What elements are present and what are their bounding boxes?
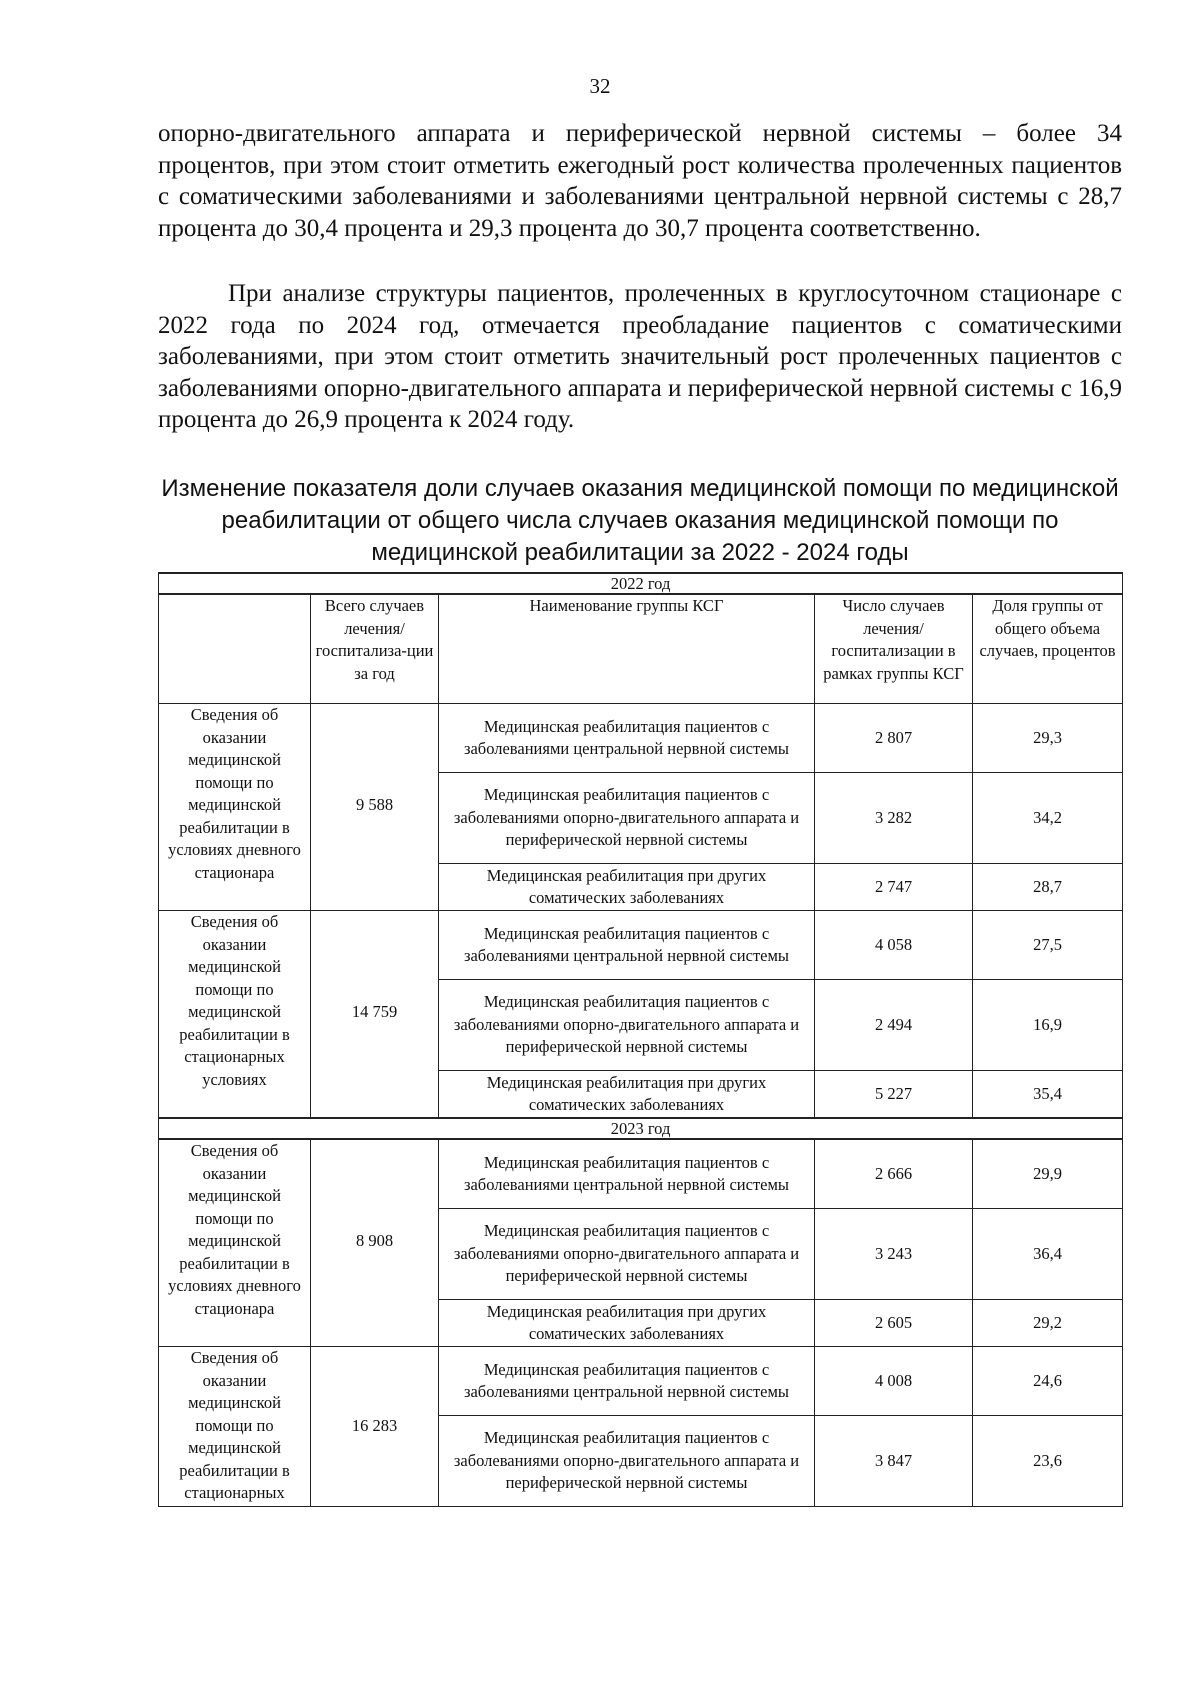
ksg-name: Медицинская реабилитация пациентов с заболеваниями центральной нервной системы <box>439 1347 815 1416</box>
ksg-name: Медицинская реабилитация при других соматических заболеваниях <box>439 864 815 911</box>
share-value: 23,6 <box>973 1416 1123 1507</box>
year-row <box>159 573 1123 594</box>
page-number: 32 <box>589 74 611 98</box>
case-count: 3 243 <box>815 1209 973 1300</box>
ksg-name: Медицинская реабилитация пациентов с заболеваниями опорно-двигательного аппарата и периферической нервной системы <box>439 980 815 1071</box>
table-row <box>159 911 1123 980</box>
table-title: Изменение показателя доли случаев оказания медицинской помощи по медицинской реабилитации от общего числа случаев оказания медицинской помощи по медицинской реабилитации за 2022 - 2024 годы <box>161 475 1119 566</box>
year-label: 2022 год <box>159 573 1123 594</box>
group-label: Сведения об оказании медицинской помощи по медицинской реабилитации в условиях дневного стационара <box>159 704 311 911</box>
year-row <box>159 1118 1123 1139</box>
header-cell-empty <box>159 594 311 704</box>
ksg-name: Медицинская реабилитация пациентов с заболеваниями опорно-двигательного аппарата и периферической нервной системы <box>439 1416 815 1507</box>
header-total: Всего случаев лечения/ госпитализа-ции за год <box>311 594 439 704</box>
group-total: 8 908 <box>311 1139 439 1347</box>
case-count: 2 605 <box>815 1300 973 1347</box>
rehabilitation-table <box>158 572 1123 1507</box>
share-value: 27,5 <box>973 911 1123 980</box>
body-paragraph-2: При анализе структуры пациентов, пролеченных в круглосуточном стационаре с 2022 года по 2024 год, отмечается преобладание пациентов с соматическими заболеваниями, при этом стоит отметить значительный рост пролеченных пациентов с заболеваниями опорно-двигательного аппарата и периферической нервной системы с 16,9 процента до 26,9 процента к 2024 году. <box>158 280 1122 433</box>
case-count: 3 847 <box>815 1416 973 1507</box>
table-row <box>159 1347 1123 1416</box>
case-count: 2 666 <box>815 1139 973 1209</box>
ksg-name: Медицинская реабилитация пациентов с заболеваниями центральной нервной системы <box>439 911 815 980</box>
group-total: 9 588 <box>311 704 439 911</box>
share-value: 24,6 <box>973 1347 1123 1416</box>
ksg-name: Медицинская реабилитация пациентов с заболеваниями центральной нервной системы <box>439 1139 815 1209</box>
share-value: 29,2 <box>973 1300 1123 1347</box>
share-value: 34,2 <box>973 773 1123 864</box>
group-label: Сведения об оказании медицинской помощи по медицинской реабилитации в условиях дневного стационара <box>159 1139 311 1347</box>
table-row <box>159 704 1123 773</box>
ksg-name: Медицинская реабилитация при других соматических заболеваниях <box>439 1300 815 1347</box>
header-group-name: Наименование группы КСГ <box>439 594 815 704</box>
share-value: 16,9 <box>973 980 1123 1071</box>
year-label: 2023 год <box>159 1118 1123 1139</box>
group-label: Сведения об оказании медицинской помощи по медицинской реабилитации в стационарных <box>159 1347 311 1507</box>
case-count: 2 747 <box>815 864 973 911</box>
header-case-count: Число случаев лечения/ госпитализации в рамках группы КСГ <box>815 594 973 704</box>
table-row <box>159 1139 1123 1209</box>
case-count: 3 282 <box>815 773 973 864</box>
share-value: 29,9 <box>973 1139 1123 1209</box>
case-count: 4 008 <box>815 1347 973 1416</box>
group-total: 14 759 <box>311 911 439 1119</box>
ksg-name: Медицинская реабилитация пациентов с заболеваниями опорно-двигательного аппарата и периферической нервной системы <box>439 773 815 864</box>
share-value: 36,4 <box>973 1209 1123 1300</box>
share-value: 28,7 <box>973 864 1123 911</box>
ksg-name: Медицинская реабилитация при других соматических заболеваниях <box>439 1071 815 1119</box>
case-count: 4 058 <box>815 911 973 980</box>
header-share: Доля группы от общего объема случаев, процентов <box>973 594 1123 704</box>
ksg-name: Медицинская реабилитация пациентов с заболеваниями центральной нервной системы <box>439 704 815 773</box>
body-paragraph-1: опорно-двигательного аппарата и периферической нервной системы – более 34 процентов, при этом стоит отметить ежегодный рост количества пролеченных пациентов с соматическими заболеваниями и заболеваниями центральной нервной системы с 28,7 процента до 30,4 процента и 29,3 процента до 30,7 процента соответственно. <box>158 120 1122 242</box>
table-header-row <box>159 594 1123 704</box>
share-value: 29,3 <box>973 704 1123 773</box>
case-count: 5 227 <box>815 1071 973 1119</box>
case-count: 2 807 <box>815 704 973 773</box>
share-value: 35,4 <box>973 1071 1123 1119</box>
case-count: 2 494 <box>815 980 973 1071</box>
ksg-name: Медицинская реабилитация пациентов с заболеваниями опорно-двигательного аппарата и периферической нервной системы <box>439 1209 815 1300</box>
group-label: Сведения об оказании медицинской помощи по медицинской реабилитации в стационарных условиях <box>159 911 311 1119</box>
group-total: 16 283 <box>311 1347 439 1507</box>
